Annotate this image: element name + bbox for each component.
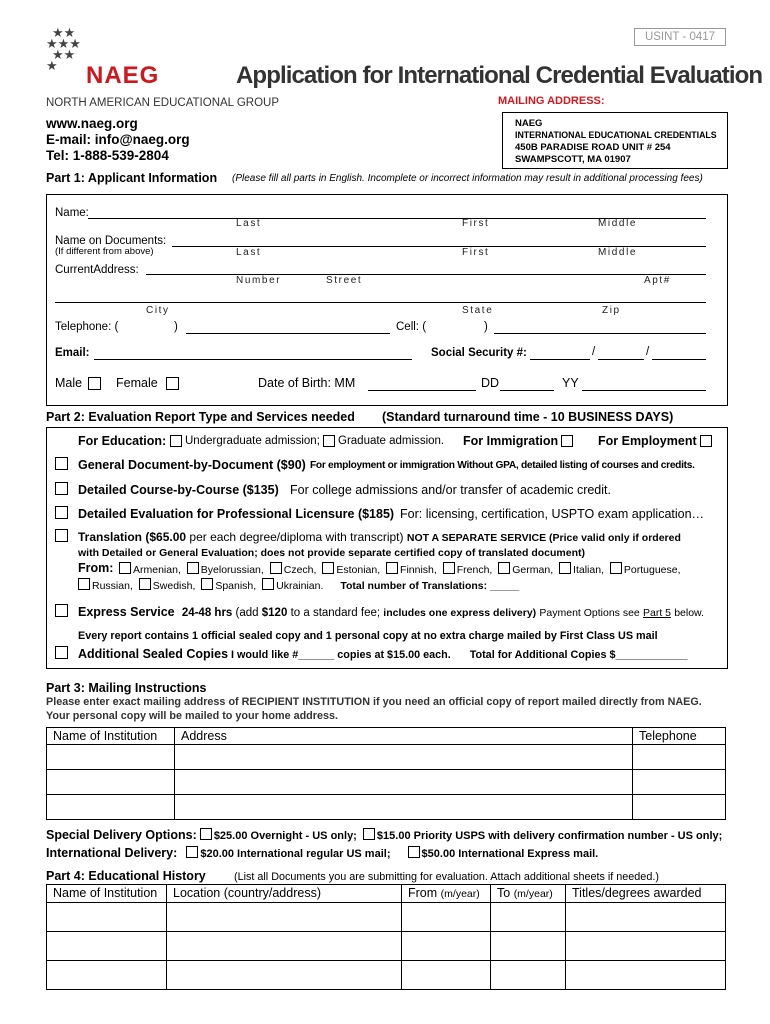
- undergrad-checkbox[interactable]: [170, 435, 182, 447]
- table-cell[interactable]: [633, 795, 726, 820]
- table-cell[interactable]: [47, 932, 167, 961]
- lang-checkbox[interactable]: [270, 562, 282, 574]
- table-cell[interactable]: [175, 770, 633, 795]
- logo-acronym: NAEG: [86, 62, 160, 89]
- lang-label: German,: [512, 564, 554, 576]
- undergrad-label: Undergraduate admission;: [185, 435, 320, 447]
- lang-label: Ukrainian.: [276, 580, 324, 592]
- doc-by-doc-desc: For employment or immigration Without GPA, detailed listing of courses and credits.: [310, 460, 695, 471]
- lang-checkbox[interactable]: [559, 562, 571, 574]
- female-checkbox[interactable]: [166, 377, 179, 390]
- from-label: From:: [78, 561, 114, 575]
- table-row: [47, 961, 726, 990]
- additional-total: Total for Additional Copies $____________: [469, 649, 688, 661]
- table-cell[interactable]: [633, 745, 726, 770]
- dob-yy-field[interactable]: [582, 390, 706, 391]
- licensure-label: Detailed Evaluation for Professional Licensure ($185): [78, 507, 395, 521]
- intl-regular-checkbox[interactable]: [186, 846, 198, 858]
- part2-title: Part 2: Evaluation Report Type and Services needed: [46, 410, 355, 424]
- logo-full-name: NORTH AMERICAN EDUCATIONAL GROUP: [46, 97, 280, 109]
- express-bold: includes one express delivery): [383, 607, 537, 619]
- express-price: $120: [261, 607, 288, 619]
- ssn-field-2[interactable]: [598, 359, 644, 360]
- lang-checkbox[interactable]: [78, 578, 90, 590]
- recipient-table: [46, 727, 726, 820]
- male-checkbox[interactable]: [88, 377, 101, 390]
- table-row: [47, 745, 726, 770]
- edu-header-to-format: (m/year): [513, 888, 553, 900]
- intl-express-label: $50.00 International Express mail.: [421, 848, 599, 860]
- cell-field[interactable]: [494, 333, 706, 334]
- name-label: Name:: [55, 207, 89, 219]
- part5-link[interactable]: Part 5: [642, 607, 671, 619]
- lang-label: Byelorussian,: [200, 564, 264, 576]
- lang-checkbox[interactable]: [610, 562, 622, 574]
- table-cell[interactable]: [491, 932, 566, 961]
- licensure-desc: For: licensing, certification, USPTO exam application…: [400, 507, 705, 521]
- additional-rest: I would like #______ copies at $15.00 each.: [231, 649, 451, 661]
- part3-title: Part 3: Mailing Instructions: [46, 681, 207, 695]
- course-by-course-desc: For college admissions and/or transfer of academic credit.: [290, 483, 611, 497]
- zip-label: Zip: [602, 305, 621, 316]
- recipient-header-telephone: Telephone: [633, 728, 726, 745]
- lang-label: Russian,: [92, 580, 133, 592]
- table-cell[interactable]: [491, 961, 566, 990]
- total-translations: Total number of Translations: _____: [340, 580, 520, 592]
- grad-checkbox[interactable]: [323, 435, 335, 447]
- address-field[interactable]: [146, 274, 706, 275]
- table-cell[interactable]: [167, 903, 402, 932]
- recipient-header-institution: Name of Institution: [47, 728, 175, 745]
- ssn-slash-1: /: [592, 346, 596, 358]
- course-by-course-label: Detailed Course-by-Course ($135): [78, 483, 279, 497]
- email-label: Email:: [55, 347, 90, 359]
- form-code: USINT - 0417: [634, 28, 726, 46]
- part4-title: Part 4: Educational History: [46, 869, 206, 883]
- website: www.naeg.org: [46, 116, 138, 131]
- lang-label: Finnish,: [400, 564, 437, 576]
- table-cell[interactable]: [402, 903, 491, 932]
- lang-checkbox[interactable]: [322, 562, 334, 574]
- mailing-line3: 450B PARADISE ROAD UNIT # 254: [515, 142, 671, 153]
- table-cell[interactable]: [167, 961, 402, 990]
- ssn-field-3[interactable]: [652, 359, 706, 360]
- part3-instr1: Please enter exact mailing address of RECIPIENT INSTITUTION if you need an official copy of report mailed directly from NAEG.: [46, 696, 702, 708]
- lang-label: French,: [456, 564, 493, 576]
- table-cell[interactable]: [633, 770, 726, 795]
- express-label: Express Service: [78, 605, 175, 619]
- express-row: [78, 605, 704, 619]
- course-by-course-checkbox[interactable]: [55, 482, 68, 495]
- priority-label: $15.00 Priority USPS with delivery confirmation number - US only;: [376, 830, 723, 842]
- doc-by-doc-checkbox[interactable]: [55, 457, 68, 470]
- intl-regular-label: $20.00 International regular US mail;: [200, 848, 391, 860]
- lang-checkbox[interactable]: [201, 578, 213, 590]
- telephone-close: ): [174, 321, 178, 333]
- intl-express-checkbox[interactable]: [408, 846, 420, 858]
- mailing-line4: SWAMPSCOTT, MA 01907: [515, 154, 631, 165]
- overnight-label: $25.00 Overnight - US only;: [213, 830, 357, 842]
- lang-checkbox[interactable]: [386, 562, 398, 574]
- express-below: below.: [674, 607, 704, 619]
- table-cell[interactable]: [402, 961, 491, 990]
- mailing-line2: INTERNATIONAL EDUCATIONAL CREDENTIALS: [515, 130, 717, 140]
- edu-header-location: Location (country/address): [167, 885, 402, 903]
- lang-label: Estonian,: [336, 564, 381, 576]
- table-row: [47, 932, 726, 961]
- translation-label: Translation: [78, 530, 143, 544]
- ssn-field-1[interactable]: [530, 359, 590, 360]
- table-row: [47, 770, 726, 795]
- recipient-header-address: Address: [175, 728, 633, 745]
- additional-copies-checkbox[interactable]: [55, 646, 68, 659]
- table-row: [47, 903, 726, 932]
- dob-label: Date of Birth: MM: [258, 376, 356, 390]
- contact-email: E-mail: info@naeg.org: [46, 132, 190, 147]
- email-field[interactable]: [94, 359, 412, 360]
- for-immigration-label: For Immigration: [463, 434, 559, 448]
- edu-header-titles: Titles/degrees awarded: [566, 885, 726, 903]
- table-cell[interactable]: [566, 932, 726, 961]
- table-cell[interactable]: [175, 795, 633, 820]
- table-cell[interactable]: [47, 795, 175, 820]
- part1-note: (Please fill all parts in English. Incomplete or incorrect information may result in additional processing fees): [232, 173, 703, 184]
- lang-label: Armenian,: [133, 564, 181, 576]
- address-label: CurrentAddress:: [55, 264, 139, 276]
- translation-rest: per each degree/diploma with transcript): [189, 530, 404, 544]
- part3-instr2: Your personal copy will be mailed to your home address.: [46, 710, 338, 722]
- male-label: Male: [55, 376, 83, 390]
- edu-header-from-format: (m/year): [440, 888, 480, 900]
- apt-label: Apt#: [644, 275, 671, 286]
- table-row: [47, 795, 726, 820]
- table-cell[interactable]: [47, 961, 167, 990]
- delivery-row1: [46, 828, 722, 842]
- express-pay: Payment Options see: [539, 607, 640, 619]
- intl-delivery-label: International Delivery:: [46, 846, 178, 860]
- table-cell[interactable]: [491, 903, 566, 932]
- dob-dd-field[interactable]: [500, 390, 554, 391]
- lang-label: Swedish,: [152, 580, 196, 592]
- education-table: [46, 884, 726, 990]
- licensure-checkbox[interactable]: [55, 506, 68, 519]
- docs-first-label: First: [462, 247, 490, 258]
- number-label: Number: [236, 275, 282, 286]
- immigration-checkbox[interactable]: [561, 435, 573, 447]
- lang-checkbox[interactable]: [498, 562, 510, 574]
- translation-note: NOT A SEPARATE SERVICE (Price valid only if ordered: [406, 532, 681, 544]
- additional-label: Additional Sealed Copies: [78, 647, 229, 661]
- report-note: Every report contains 1 official sealed copy and 1 personal copy at no extra charge mailed by First Class US mail: [78, 630, 658, 642]
- grad-label: Graduate admission.: [338, 435, 445, 447]
- edu-header-from-label: From: [408, 886, 438, 900]
- overnight-checkbox[interactable]: [200, 828, 212, 840]
- table-cell[interactable]: [175, 745, 633, 770]
- mailing-line1: NAEG: [515, 118, 543, 129]
- language-options-row2: [78, 578, 519, 592]
- express-rest2: to a standard fee;: [290, 607, 381, 619]
- translation-row: [78, 530, 681, 544]
- ssn-slash-2: /: [646, 346, 650, 358]
- mailing-heading: MAILING ADDRESS:: [498, 95, 605, 107]
- lang-checkbox[interactable]: [119, 562, 131, 574]
- dob-mm-field[interactable]: [368, 390, 476, 391]
- additional-row: [78, 647, 688, 661]
- table-cell[interactable]: [566, 903, 726, 932]
- ssn-label: Social Security #:: [431, 347, 527, 359]
- translation-note2: with Detailed or General Evaluation; does not provide separate certified copy of translated document): [78, 547, 586, 559]
- lang-label: Italian,: [573, 564, 604, 576]
- translation-price: ($65.00: [145, 530, 187, 544]
- telephone-field[interactable]: [186, 333, 390, 334]
- delivery-row2: [46, 846, 598, 860]
- contact-phone: Tel: 1-888-539-2804: [46, 148, 169, 163]
- table-cell[interactable]: [47, 770, 175, 795]
- city-label: City: [146, 305, 170, 316]
- lang-checkbox[interactable]: [443, 562, 455, 574]
- special-delivery-label: Special Delivery Options:: [46, 828, 197, 842]
- cell-label: Cell: (: [396, 321, 427, 333]
- docs-middle-label: Middle: [598, 247, 638, 258]
- logo-stars-icon: ★★ ★★★ ★★ ★: [46, 25, 81, 73]
- lang-label: Portuguese,: [623, 564, 681, 576]
- express-hrs: 24-48 hrs: [181, 607, 233, 619]
- priority-checkbox[interactable]: [363, 828, 375, 840]
- lang-label: Czech,: [283, 564, 317, 576]
- telephone-label: Telephone: (: [55, 321, 119, 333]
- express-rest: (add: [235, 607, 259, 619]
- cell-close: ): [484, 321, 488, 333]
- part2-turnaround: (Standard turnaround time - 10 BUSINESS DAYS): [382, 410, 674, 424]
- edu-header-institution: Name of Institution: [47, 885, 167, 903]
- city-field[interactable]: [55, 302, 706, 303]
- edu-header-from: [402, 885, 491, 903]
- doc-by-doc-label: General Document-by-Document ($90): [78, 458, 306, 472]
- dob-dd-label: DD: [481, 376, 500, 390]
- for-education-label: For Education:: [78, 434, 167, 448]
- dob-yy-label: YY: [562, 376, 579, 390]
- middle-label: Middle: [598, 218, 638, 229]
- translation-checkbox[interactable]: [55, 529, 68, 542]
- table-cell[interactable]: [167, 932, 402, 961]
- express-checkbox[interactable]: [55, 604, 68, 617]
- page-title: Application for International Credential Evaluation: [236, 62, 763, 89]
- lang-checkbox[interactable]: [139, 578, 151, 590]
- docs-name-sublabel: (If different from above): [55, 246, 154, 257]
- table-cell[interactable]: [47, 903, 167, 932]
- last-label: Last: [236, 218, 262, 229]
- street-label: Street: [326, 275, 363, 286]
- employment-checkbox[interactable]: [700, 435, 712, 447]
- lang-checkbox[interactable]: [262, 578, 274, 590]
- part4-note: (List all Documents you are submitting for evaluation. Attach additional sheets if needed.): [234, 871, 659, 883]
- table-cell[interactable]: [566, 961, 726, 990]
- first-label: First: [462, 218, 490, 229]
- state-label: State: [462, 305, 494, 316]
- for-employment-label: For Employment: [598, 434, 697, 448]
- language-options-row1: [119, 562, 681, 576]
- docs-name-label: Name on Documents:: [55, 235, 167, 247]
- table-cell[interactable]: [402, 932, 491, 961]
- part1-title: Part 1: Applicant Information: [46, 171, 218, 185]
- edu-header-to: [491, 885, 566, 903]
- edu-header-to-label: To: [497, 886, 511, 900]
- female-label: Female: [116, 376, 158, 390]
- lang-checkbox[interactable]: [187, 562, 199, 574]
- lang-label: Spanish,: [215, 580, 257, 592]
- docs-last-label: Last: [236, 247, 262, 258]
- table-cell[interactable]: [47, 745, 175, 770]
